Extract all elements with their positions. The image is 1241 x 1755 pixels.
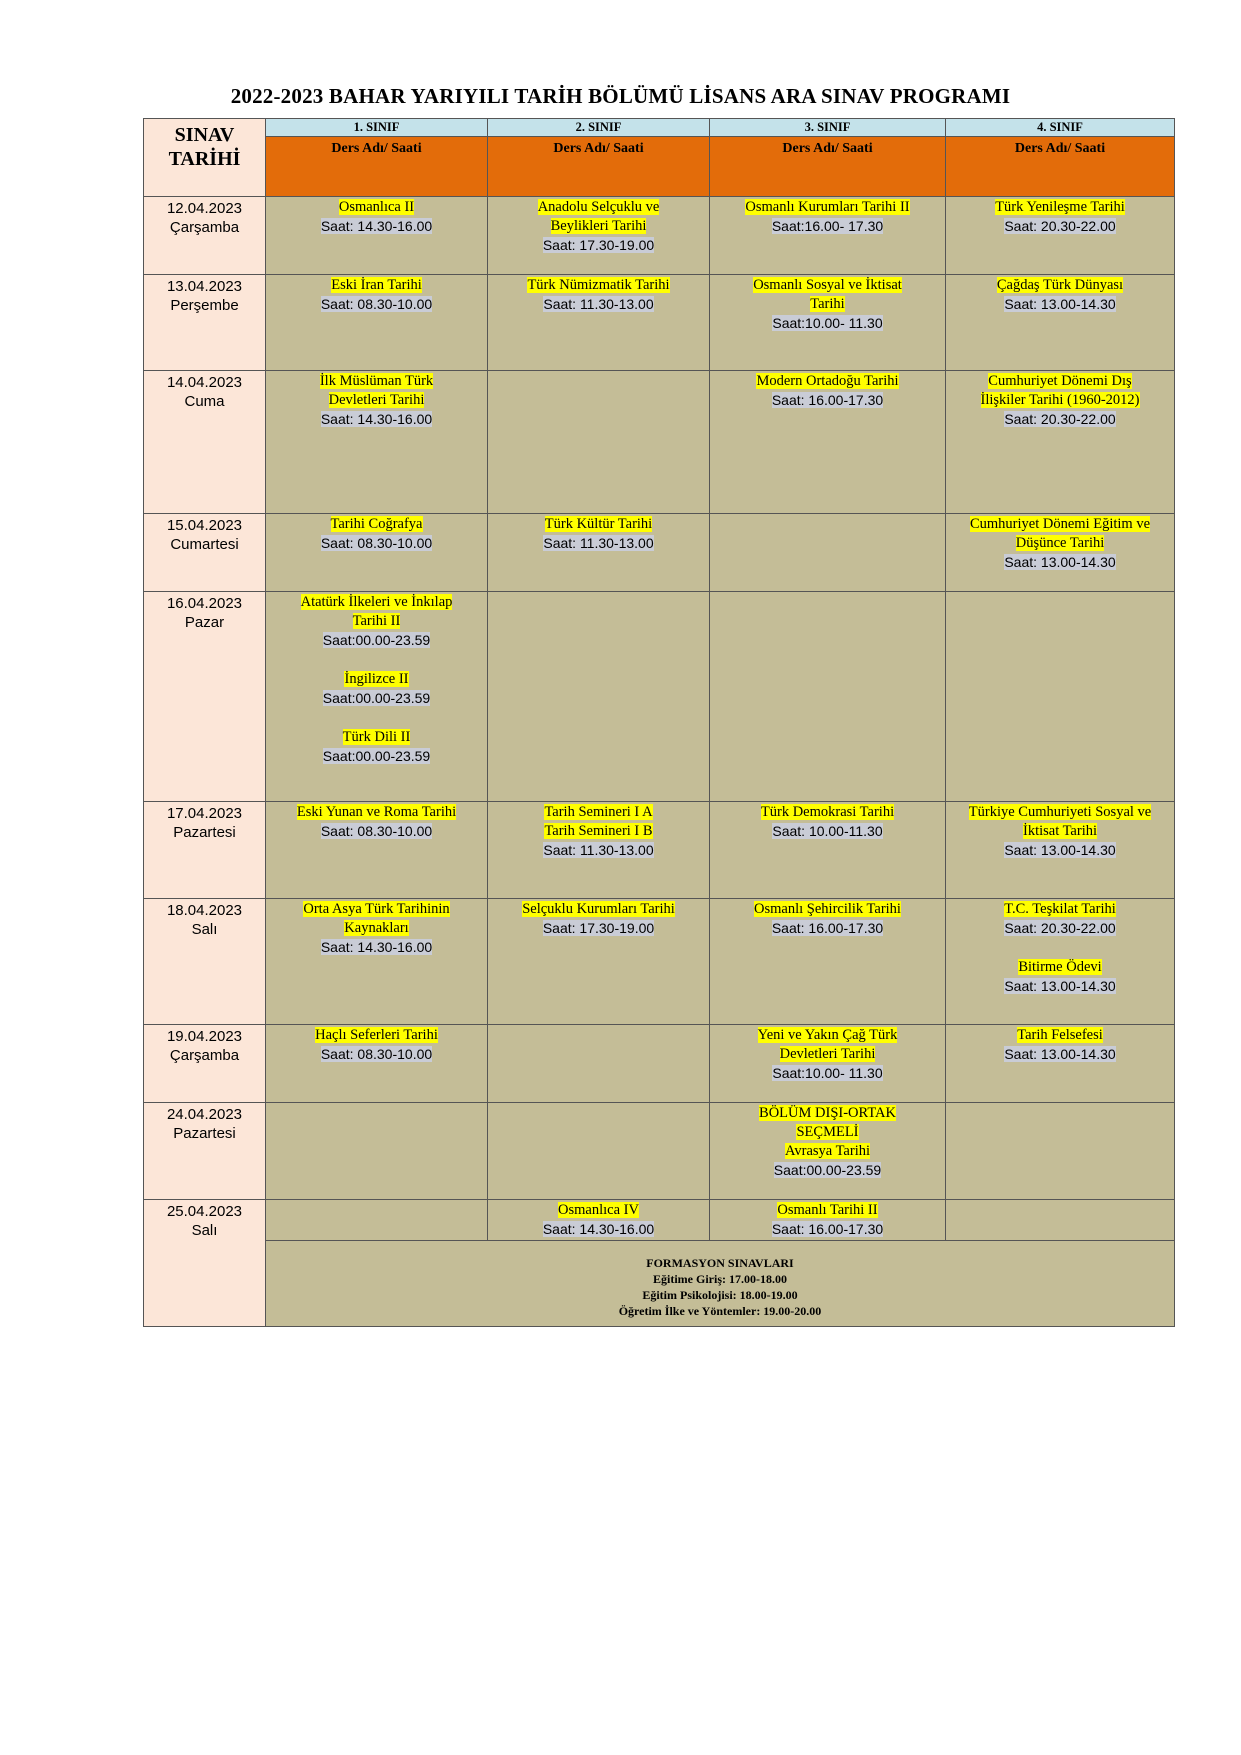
exam-day: Salı — [191, 1222, 218, 1239]
course-name: Türk Demokrasi Tarihi — [760, 804, 895, 820]
time-line — [266, 631, 487, 651]
schedule-row — [144, 275, 1175, 371]
subheader-row — [144, 137, 1175, 197]
time-line — [946, 295, 1174, 315]
exam-entry — [266, 900, 487, 958]
course-line — [710, 295, 945, 314]
time-line — [266, 1045, 487, 1065]
exam-day: Cumartesi — [170, 536, 239, 553]
course-time-header-2: Ders Adı/ Saati — [488, 137, 710, 197]
course-line — [266, 612, 487, 631]
time-line — [710, 314, 945, 334]
course-name: Anadolu Selçuklu ve — [537, 199, 660, 215]
exam-date: 25.04.2023 — [166, 1203, 243, 1220]
time-line — [710, 1064, 945, 1084]
time-line — [488, 1220, 709, 1240]
exam-time: Saat: 11.30-13.00 — [543, 296, 654, 312]
schedule-cell — [710, 371, 946, 514]
time-line — [266, 747, 487, 767]
exam-day: Perşembe — [170, 297, 239, 314]
entry-spacer — [946, 939, 1174, 958]
exam-time: Saat: 13.00-14.30 — [1004, 554, 1116, 570]
exam-entry — [710, 803, 945, 842]
time-line — [946, 1045, 1174, 1065]
entry-spacer — [266, 651, 487, 670]
schedule-row — [144, 1200, 1175, 1241]
exam-entry — [488, 198, 709, 256]
formation-line: Öğretim İlke ve Yöntemler: 19.00-20.00 — [618, 1304, 822, 1318]
schedule-cell — [710, 1200, 946, 1241]
course-line — [710, 1123, 945, 1142]
schedule-cell — [266, 1103, 488, 1200]
time-line — [710, 217, 945, 237]
time-line — [946, 553, 1174, 573]
exam-time: Saat:00.00-23.59 — [322, 748, 431, 764]
exam-day: Çarşamba — [169, 1047, 240, 1064]
schedule-cell — [946, 1200, 1175, 1241]
course-name: Düşünce Tarihi — [1015, 535, 1105, 551]
course-line — [488, 217, 709, 236]
course-line — [488, 276, 709, 295]
course-line — [710, 276, 945, 295]
exam-date-cell — [144, 1103, 266, 1200]
time-line — [266, 410, 487, 430]
course-name: Cumhuriyet Dönemi Eğitim ve — [969, 516, 1151, 532]
time-line — [710, 391, 945, 411]
course-line — [946, 372, 1174, 391]
schedule-cell — [710, 899, 946, 1025]
course-name: İlişkiler Tarihi (1960-2012) — [980, 392, 1140, 408]
exam-time: Saat: 14.30-16.00 — [542, 1221, 655, 1237]
exam-entry — [710, 276, 945, 334]
schedule-cell — [488, 802, 710, 899]
course-line — [266, 391, 487, 410]
course-name: Eski İran Tarihi — [331, 277, 422, 293]
class-header-2: 2. SINIF — [488, 119, 710, 137]
course-line — [946, 276, 1174, 295]
exam-day: Salı — [191, 921, 218, 938]
course-line — [710, 198, 945, 217]
exam-entry — [266, 803, 487, 842]
time-line — [488, 919, 709, 939]
exam-time: Saat: 16.00-17.30 — [771, 1221, 884, 1237]
exam-date-header-line1: SINAV — [174, 124, 235, 146]
course-time-header-4: Ders Adı/ Saati — [946, 137, 1175, 197]
schedule-cell — [488, 899, 710, 1025]
course-line — [946, 958, 1174, 977]
exam-time: Saat: 08.30-10.00 — [320, 1046, 433, 1062]
exam-entry — [266, 1026, 487, 1065]
schedule-cell — [946, 371, 1175, 514]
course-line — [946, 515, 1174, 534]
course-line — [266, 515, 487, 534]
course-name: Eski Yunan ve Roma Tarihi — [296, 804, 457, 820]
course-line — [488, 803, 709, 822]
class-header-4: 4. SINIF — [946, 119, 1175, 137]
exam-entry — [946, 276, 1174, 315]
exam-date-cell — [144, 899, 266, 1025]
exam-date: 17.04.2023 — [166, 805, 243, 822]
schedule-cell — [266, 802, 488, 899]
exam-time: Saat: 16.00-17.30 — [771, 920, 884, 936]
course-name: Osmanlıca II — [338, 199, 415, 215]
time-line — [488, 534, 709, 554]
schedule-row — [144, 197, 1175, 275]
exam-date: 12.04.2023 — [166, 200, 243, 217]
exam-entry — [488, 803, 709, 861]
exam-time: Saat: 11.30-13.00 — [543, 535, 654, 551]
exam-time: Saat: 17.30-19.00 — [542, 237, 655, 253]
exam-time: Saat: 08.30-10.00 — [320, 535, 433, 551]
exam-day: Cuma — [184, 393, 225, 410]
exam-entry — [710, 372, 945, 411]
exam-time: Saat: 08.30-10.00 — [320, 296, 433, 312]
schedule-cell — [266, 197, 488, 275]
exam-time: Saat: 17.30-19.00 — [542, 920, 655, 936]
exam-time: Saat: 13.00-14.30 — [1004, 978, 1116, 994]
schedule-cell — [488, 514, 710, 592]
exam-time: Saat: 10.00-11.30 — [772, 823, 883, 839]
exam-day: Çarşamba — [169, 219, 240, 236]
exam-date: 15.04.2023 — [166, 517, 243, 534]
time-line — [266, 689, 487, 709]
course-line — [710, 900, 945, 919]
schedule-cell — [946, 1103, 1175, 1200]
course-line — [710, 1026, 945, 1045]
schedule-cell — [488, 1025, 710, 1103]
schedule-cell — [946, 802, 1175, 899]
page-title: 2022-2023 BAHAR YARIYILI TARİH BÖLÜMÜ LİSANS ARA SINAV PROGRAMI — [230, 84, 1011, 108]
schedule-cell — [488, 197, 710, 275]
course-line — [266, 803, 487, 822]
exam-entry — [710, 198, 945, 237]
schedule-cell — [266, 1200, 488, 1241]
course-name: Osmanlı Şehircilik Tarihi — [754, 901, 901, 917]
course-name: Tarihi — [810, 296, 845, 312]
course-name: BÖLÜM DIŞI-ORTAK — [759, 1105, 896, 1121]
schedule-cell — [946, 1025, 1175, 1103]
exam-time: Saat:00.00-23.59 — [322, 690, 431, 706]
exam-entry — [946, 803, 1174, 861]
course-name: Selçuklu Kurumları Tarihi — [522, 901, 675, 917]
entry-spacer — [266, 709, 487, 728]
course-line — [266, 670, 487, 689]
course-line — [266, 900, 487, 919]
schedule-body — [144, 119, 1175, 1327]
exam-entry — [710, 1201, 945, 1240]
course-name: Yeni ve Yakın Çağ Türk — [757, 1027, 898, 1043]
course-line — [710, 372, 945, 391]
time-line — [710, 822, 945, 842]
schedule-cell — [266, 899, 488, 1025]
exam-entry — [266, 670, 487, 709]
course-line — [266, 372, 487, 391]
formation-row — [144, 1241, 1175, 1327]
course-line — [488, 900, 709, 919]
exam-entry — [266, 372, 487, 430]
time-line — [946, 410, 1174, 430]
exam-time: Saat:00.00-23.59 — [773, 1162, 882, 1178]
time-line — [946, 217, 1174, 237]
exam-day: Pazar — [184, 614, 225, 631]
exam-time: Saat: 11.30-13.00 — [543, 842, 654, 858]
course-line — [710, 1142, 945, 1161]
course-line — [488, 822, 709, 841]
schedule-cell — [266, 592, 488, 802]
exam-time: Saat: 20.30-22.00 — [1004, 411, 1116, 427]
schedule-cell — [266, 514, 488, 592]
schedule-cell — [488, 1200, 710, 1241]
exam-date-cell — [144, 514, 266, 592]
exam-date: 18.04.2023 — [166, 902, 243, 919]
formation-line: Eğitim Psikolojisi: 18.00-19.00 — [642, 1288, 798, 1302]
exam-date-cell — [144, 1200, 266, 1327]
exam-time: Saat: 14.30-16.00 — [320, 939, 433, 955]
course-name: Osmanlı Sosyal ve İktisat — [753, 277, 902, 293]
exam-time: Saat: 20.30-22.00 — [1004, 920, 1116, 936]
exam-entry — [266, 198, 487, 237]
course-name: Bitirme Ödevi — [1018, 959, 1102, 975]
course-time-header-1: Ders Adı/ Saati — [266, 137, 488, 197]
exam-entry — [710, 1026, 945, 1084]
exam-entry — [710, 1104, 945, 1181]
formation-exams-cell — [266, 1241, 1175, 1327]
exam-date-cell — [144, 275, 266, 371]
course-name: Tarihi Coğrafya — [330, 516, 423, 532]
exam-time: Saat: 08.30-10.00 — [320, 823, 433, 839]
course-line — [488, 1201, 709, 1220]
schedule-row — [144, 371, 1175, 514]
exam-time: Saat: 13.00-14.30 — [1004, 1046, 1116, 1062]
course-name: Tarih Felsefesi — [1017, 1027, 1103, 1043]
schedule-row — [144, 1025, 1175, 1103]
exam-entry — [710, 900, 945, 939]
exam-day: Pazartesi — [173, 824, 236, 841]
time-line — [266, 822, 487, 842]
exam-entry — [266, 515, 487, 554]
course-name: Modern Ortadoğu Tarihi — [756, 373, 899, 389]
time-line — [946, 977, 1174, 997]
course-name: Atatürk İlkeleri ve İnkılap — [300, 594, 453, 610]
exam-entry — [266, 276, 487, 315]
schedule-cell — [710, 514, 946, 592]
exam-date-cell — [144, 197, 266, 275]
schedule-cell — [710, 1103, 946, 1200]
time-line — [488, 236, 709, 256]
course-name: Osmanlıca IV — [558, 1202, 639, 1218]
course-line — [946, 1026, 1174, 1045]
schedule-row — [144, 802, 1175, 899]
exam-date-cell — [144, 371, 266, 514]
course-line — [488, 198, 709, 217]
exam-entry — [946, 1026, 1174, 1065]
schedule-cell — [266, 371, 488, 514]
schedule-cell — [266, 1025, 488, 1103]
schedule-cell — [710, 802, 946, 899]
exam-time: Saat: 16.00-17.30 — [771, 392, 884, 408]
exam-date-cell — [144, 1025, 266, 1103]
exam-entry — [266, 728, 487, 767]
time-line — [946, 919, 1174, 939]
exam-time: Saat:10.00- 11.30 — [772, 315, 883, 331]
course-name: Tarih Semineri I B — [544, 823, 653, 839]
exam-entry — [266, 593, 487, 651]
exam-time: Saat:10.00- 11.30 — [772, 1065, 883, 1081]
time-line — [266, 295, 487, 315]
course-name: İngilizce II — [344, 671, 409, 687]
exam-schedule-table — [143, 118, 1175, 1327]
course-line — [946, 822, 1174, 841]
exam-date-header-line2: TARİHİ — [168, 148, 241, 170]
exam-date-header — [144, 119, 266, 197]
schedule-row — [144, 514, 1175, 592]
schedule-cell — [946, 197, 1175, 275]
course-line — [266, 1026, 487, 1045]
exam-day: Pazartesi — [173, 1125, 236, 1142]
exam-entry — [946, 900, 1174, 939]
exam-time: Saat: 13.00-14.30 — [1004, 296, 1116, 312]
course-name: Tarih Semineri I A — [544, 804, 653, 820]
formation-line: Eğitime Giriş: 17.00-18.00 — [653, 1272, 787, 1286]
course-name: Türkiye Cumhuriyeti Sosyal ve — [968, 804, 1152, 820]
course-line — [710, 1045, 945, 1064]
course-line — [710, 1201, 945, 1220]
course-time-header-3: Ders Adı/ Saati — [710, 137, 946, 197]
course-name: Türk Nümizmatik Tarihi — [527, 277, 670, 293]
exam-entry — [946, 372, 1174, 430]
exam-time: Saat: 14.30-16.00 — [320, 411, 433, 427]
schedule-cell — [488, 592, 710, 802]
schedule-cell — [946, 275, 1175, 371]
schedule-cell — [488, 1103, 710, 1200]
course-line — [266, 728, 487, 747]
course-name: Devletleri Tarihi — [328, 392, 425, 408]
exam-time: Saat: 14.30-16.00 — [320, 218, 433, 234]
course-name: Türk Kültür Tarihi — [544, 516, 653, 532]
course-name: Çağdaş Türk Dünyası — [996, 277, 1124, 293]
schedule-cell — [488, 371, 710, 514]
class-header-row — [144, 119, 1175, 137]
schedule-cell — [946, 899, 1175, 1025]
course-name: Osmanlı Kurumları Tarihi II — [745, 199, 910, 215]
course-line — [266, 919, 487, 938]
exam-entry — [488, 1201, 709, 1240]
course-line — [710, 803, 945, 822]
course-name: Kaynakları — [344, 920, 409, 936]
time-line — [488, 841, 709, 861]
schedule-cell — [266, 275, 488, 371]
course-name: Osmanlı Tarihi II — [777, 1202, 878, 1218]
exam-time: Saat:16.00- 17.30 — [771, 218, 884, 234]
course-line — [946, 900, 1174, 919]
exam-date: 13.04.2023 — [166, 278, 243, 295]
course-name: Beylikleri Tarihi — [550, 218, 647, 234]
exam-date: 16.04.2023 — [166, 595, 243, 612]
schedule-cell — [710, 1025, 946, 1103]
course-name: Devletleri Tarihi — [779, 1046, 876, 1062]
course-line — [266, 198, 487, 217]
course-line — [946, 534, 1174, 553]
time-line — [266, 938, 487, 958]
exam-date-cell — [144, 802, 266, 899]
schedule-cell — [946, 592, 1175, 802]
schedule-cell — [710, 592, 946, 802]
schedule-cell — [488, 275, 710, 371]
time-line — [710, 1220, 945, 1240]
schedule-row — [144, 899, 1175, 1025]
time-line — [946, 841, 1174, 861]
course-name: İktisat Tarihi — [1022, 823, 1098, 839]
time-line — [488, 295, 709, 315]
exam-entry — [946, 198, 1174, 237]
time-line — [710, 1161, 945, 1181]
course-line — [946, 803, 1174, 822]
course-name: Tarihi II — [352, 613, 401, 629]
exam-time: Saat: 20.30-22.00 — [1004, 218, 1116, 234]
course-name: T.C. Teşkilat Tarihi — [1004, 901, 1116, 917]
time-line — [710, 919, 945, 939]
schedule-row — [144, 1103, 1175, 1200]
exam-entry — [946, 958, 1174, 997]
schedule-cell — [946, 514, 1175, 592]
course-name: Türk Yenileşme Tarihi — [995, 199, 1125, 215]
exam-entry — [946, 515, 1174, 573]
class-header-3: 3. SINIF — [710, 119, 946, 137]
exam-entry — [488, 900, 709, 939]
exam-date-cell — [144, 592, 266, 802]
course-line — [266, 593, 487, 612]
exam-entry — [488, 276, 709, 315]
schedule-cell — [710, 197, 946, 275]
course-name: Cumhuriyet Dönemi Dış — [988, 373, 1132, 389]
course-name: SEÇMELİ — [796, 1124, 859, 1140]
course-line — [946, 198, 1174, 217]
class-header-1: 1. SINIF — [266, 119, 488, 137]
schedule-row — [144, 592, 1175, 802]
exam-date: 14.04.2023 — [166, 374, 243, 391]
time-line — [266, 217, 487, 237]
exam-date: 19.04.2023 — [166, 1028, 243, 1045]
exam-entry — [488, 515, 709, 554]
exam-time: Saat:00.00-23.59 — [322, 632, 431, 648]
course-line — [946, 391, 1174, 410]
exam-date: 24.04.2023 — [166, 1106, 243, 1123]
course-name: Avrasya Tarihi — [784, 1143, 871, 1159]
course-line — [266, 276, 487, 295]
course-name: Türk Dili II — [342, 729, 411, 745]
schedule-cell — [710, 275, 946, 371]
course-name: Orta Asya Türk Tarihinin — [303, 901, 450, 917]
course-line — [710, 1104, 945, 1123]
formation-title: FORMASYON SINAVLARI — [646, 1256, 794, 1270]
course-name: İlk Müslüman Türk — [319, 373, 434, 389]
time-line — [266, 534, 487, 554]
exam-time: Saat: 13.00-14.30 — [1004, 842, 1116, 858]
course-line — [488, 515, 709, 534]
course-name: Haçlı Seferleri Tarihi — [315, 1027, 438, 1043]
